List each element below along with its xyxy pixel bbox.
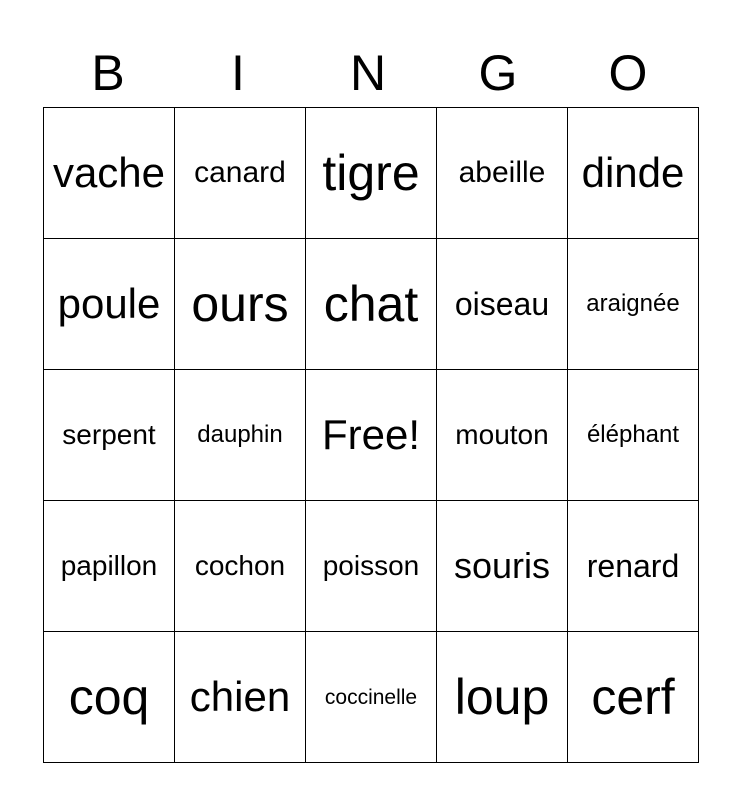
bingo-cell[interactable]: chat <box>306 239 437 370</box>
board-row <box>44 632 699 763</box>
bingo-cell[interactable]: coccinelle <box>306 632 437 763</box>
bingo-cell[interactable]: poule <box>44 239 175 370</box>
bingo-cell[interactable]: poisson <box>306 501 437 632</box>
bingo-cell[interactable]: chien <box>175 632 306 763</box>
bingo-cell[interactable]: ours <box>175 239 306 370</box>
bingo-cell[interactable]: cochon <box>175 501 306 632</box>
bingo-cell[interactable]: dinde <box>568 108 699 239</box>
bingo-cell[interactable]: oiseau <box>437 239 568 370</box>
bingo-cell[interactable]: mouton <box>437 370 568 501</box>
bingo-cell[interactable]: éléphant <box>568 370 699 501</box>
bingo-header <box>43 38 693 108</box>
header-letter-o: O <box>608 45 648 101</box>
header-letter-g: G <box>478 45 518 101</box>
bingo-cell[interactable]: coq <box>44 632 175 763</box>
bingo-cell[interactable]: cerf <box>568 632 699 763</box>
bingo-cell[interactable]: tigre <box>306 108 437 239</box>
bingo-cell[interactable]: dauphin <box>175 370 306 501</box>
board-row <box>44 108 699 239</box>
bingo-cell[interactable]: abeille <box>437 108 568 239</box>
bingo-cell[interactable]: vache <box>44 108 175 239</box>
board-row <box>44 370 699 501</box>
bingo-cell[interactable]: araignée <box>568 239 699 370</box>
bingo-board <box>43 107 699 763</box>
bingo-cell[interactable]: souris <box>437 501 568 632</box>
board-row <box>44 239 699 370</box>
bingo-cell[interactable]: loup <box>437 632 568 763</box>
bingo-cell[interactable]: renard <box>568 501 699 632</box>
free-space-cell[interactable]: Free! <box>306 370 437 501</box>
board-row <box>44 501 699 632</box>
header-letter-i: I <box>231 45 245 101</box>
header-letter-n: N <box>349 45 387 101</box>
bingo-cell[interactable]: papillon <box>44 501 175 632</box>
bingo-cell[interactable]: serpent <box>44 370 175 501</box>
bingo-cell[interactable]: canard <box>175 108 306 239</box>
header-letter-b: B <box>91 45 125 101</box>
